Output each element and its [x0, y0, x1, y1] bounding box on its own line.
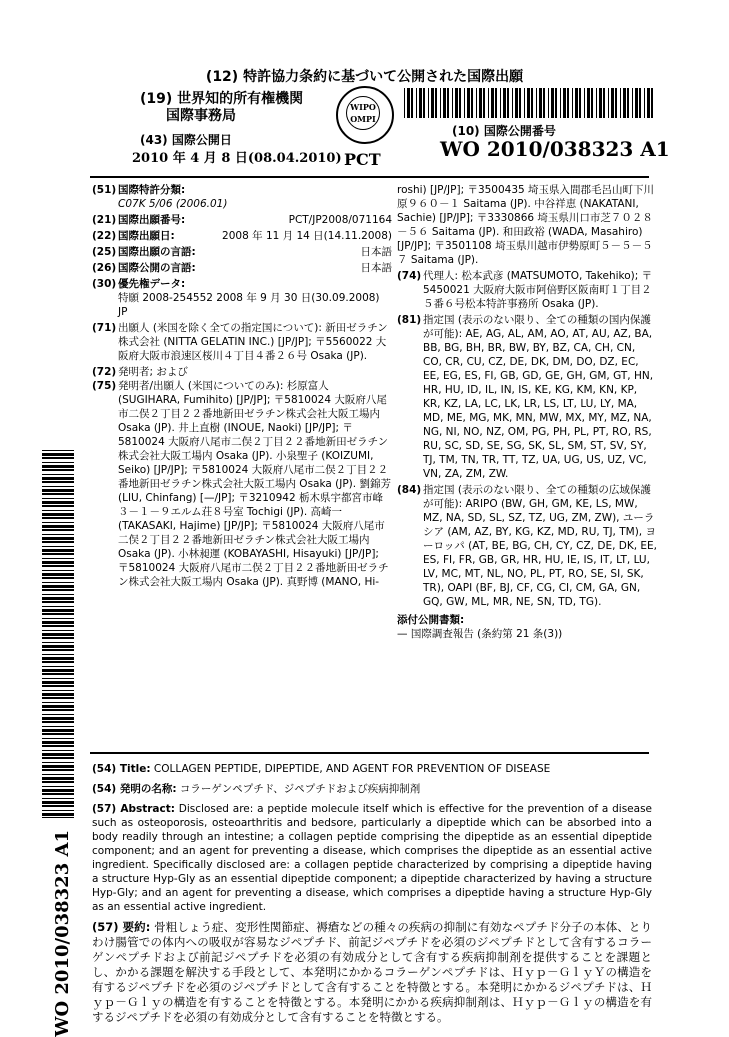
field-51-value: C07K 5/06 (2006.01)	[118, 198, 228, 210]
field-25-value: 日本語	[360, 246, 392, 258]
abstract-divider	[90, 752, 649, 754]
field-21: (21) 国際出願番号: PCT/JP2008/071164	[92, 214, 392, 226]
field-22: (22) 国際出願日: 2008 年 11 月 14 日(14.11.2008)	[92, 230, 392, 242]
inventors-continued: roshi) [JP/JP]; 〒3500435 埼玉県入間郡毛呂山町下川原９６０－１ Saitama (JP). 中谷祥恵 (NAKATANI, Sachie) [JP/JP]; 〒3330866 埼玉県川口市芝７０２８－５６ Saitama (JP). 和田政裕 (WADA, Masahiro) [JP/JP]; 〒3501108 埼玉県川越市伊勢原町５－５－５７ Saitama (JP).	[397, 184, 655, 266]
field-74: (74) 代理人: 松本武彦 (MATSUMOTO, Takehiko); 〒5450021 大阪府大阪市阿倍野区阪南町１丁目２５番６号松本特許事務所 Osaka (JP).	[397, 269, 657, 311]
pct-label: PCT	[344, 150, 381, 169]
bibliographic-left-column	[92, 183, 392, 591]
field-75: (75) 発明者/出願人 (米国についてのみ): 杉原富人 (SUGIHARA, Fumihito) [JP/JP]; 〒5810024 大阪府八尾市二俣２丁目２２番地新田ゼラチン株式会社大阪工場内 Osaka (JP). 井上直樹 (INOUE, Naoki) [JP/JP]; 〒5810024 大阪府八尾市二俣２丁目２２番地新田ゼラチン株式会社大阪工場内 Osaka (JP). 小泉聖子 (KOIZUMI, Seiko) [JP/JP]; 〒5810024 大阪府八尾市二俣２丁目２２番地新田ゼラチン株式会社大阪工場内 Osaka (JP). 劉錦芳 (LIU, Chinfang) [—/JP]; 〒3210942 栃木県宇都宮市峰３－１－９エルム荘８号室 Tochigi (JP). 高崎一 (TAKASAKI, Hajime) [JP/JP]; 〒5810024 大阪府八尾市二俣２丁目２２番地新田ゼラチン株式会社大阪工場内 Osaka (JP). 小林昶運 (KOBAYASHI, Hisayuki) [JP/JP]; 〒5810024 大阪府八尾市二俣２丁目２２番地新田ゼラチン株式会社大阪工場内 Osaka (JP). 真野博 (MANO, Hi-	[92, 380, 391, 588]
abstract-jp: (57) 要約: 骨粗しょう症、変形性関節症、褥瘡などの種々の疾病の抑制に有効なペプチド分子の本体、とりわけ腸管での体内への吸収が容易なジペプチド、前記ジペプチドを必須のジペプチドとして含有するコラーゲンペプチドおよび前記ジペプチドを必須の有効成分として含有する疾病抑制剤を提供することを課題とし、かかる課題を解決する手段として、本発明にかかるコラーゲンペプチドは、Ｈｙｐ－ＧｌｙＹの構造を有するジペプチドを必須のジペプチドとして含有することを特徴とする。本発明にかかるジペプチドは、Ｈｙｐ－Ｇｌｙの構造を有することを特徴とする。本発明にかかる疾病抑制剤は、Ｈｙｐ－Ｇｌｙの構造を有するジペプチドを必須の有効成分として含有することを特徴とする。	[92, 920, 653, 1024]
applicant-text: 出願人 (米国を除く全ての指定国について): 新田ゼラチン株式会社 (NITTA GELATIN INC.) [JP/JP]; 〒5560022 大阪府大阪市浪速区桜川４丁目４番２６号 Osaka (JP).	[118, 322, 388, 362]
field-51: (51) 国際特許分類: C07K 5/06 (2006.01)	[92, 184, 228, 210]
field-26: (26) 国際公開の言語: 日本語	[92, 262, 392, 274]
field-30: (30) 優先権データ: 特願 2008-254552 2008 年 9 月 30 日(30.09.2008) JP	[92, 278, 380, 318]
title-en: (54) Title: COLLAGEN PEPTIDE, DIPEPTIDE, AND AGENT FOR PREVENTION OF DISEASE	[92, 763, 551, 775]
field-26-value: 日本語	[360, 262, 392, 274]
org-bureau: 国際事務局	[166, 108, 236, 124]
header-divider	[90, 176, 649, 178]
seal-bottom-text: OMPI	[350, 114, 376, 124]
seal-top-text: WIPO	[350, 102, 376, 112]
document-type-title: (12) 特許協力条約に基づいて公開された国際出願	[205, 69, 524, 85]
title-jp: (54) 発明の名称: コラーゲンペプチド、ジペプチドおよび疾病抑制剤	[92, 783, 421, 795]
field-72: (72) 発明者; および	[92, 366, 188, 378]
org-name: (19) 世界知的所有権機関	[140, 91, 304, 107]
abstract-section	[92, 762, 652, 1031]
field-21-value: PCT/JP2008/071164	[288, 214, 392, 226]
pubdate: 2010 年 4 月 8 日(08.04.2010)	[132, 151, 342, 166]
side-barcode-icon	[42, 450, 74, 818]
bibliographic-right-column	[397, 183, 657, 641]
attached-documents-item: — 国際調査報告 (条約第 21 条(3))	[397, 628, 563, 640]
designated-states-regional: 指定国 (表示のない限り、全ての種類の広域保護が可能): ARIPO (BW, GH, GM, KE, LS, MW, MZ, NA, SD, SL, SZ, TZ, UG, ZM, ZW), ユーラシア (AM, AZ, BY, KG, KZ, MD, RU, TJ, TM), ヨーロッパ (AT, BE, BG, CH, CY, CZ, DE, DK, EE, ES, FI, FR, GB, GR, HR, HU, IE, IS, IT, LT, LU, LV, MC, MT, NL, NO, PL, PT, RO, SE, SI, SK, TR), OAPI (BF, BJ, CF, CG, CI, CM, GA, GN, GQ, GW, ML, MR, NE, SN, TD, TG).	[423, 484, 658, 608]
field-81: (81) 指定国 (表示のない限り、全ての種類の国内保護が可能): AE, AG, AL, AM, AO, AT, AU, AZ, BA, BB, BG, BH, BR, BW, BY, BZ, CA, CH, CN, CO, CR, CU, CZ, DE, DK, DM, DO, DZ, EC, EE, EG, ES, FI, GB, GD, GE, GH, GM, GT, HN, HR, HU, ID, IL, IN, IS, KE, KG, KM, KN, KP, KR, KZ, LA, LC, LK, LR, LS, LT, LU, LY, MA, MD, ME, MG, MK, MN, MW, MX, MY, MZ, NA, NG, NI, NO, NZ, OM, PG, PH, PL, PT, RO, RS, RU, SC, SD, SE, SG, SK, SL, SM, ST, SV, SY, TJ, TM, TN, TR, TT, TZ, UA, UG, US, UZ, VC, VN, ZA, ZM, ZW.	[397, 313, 657, 481]
field-30-value: 特願 2008-254552 2008 年 9 月 30 日(30.09.2008) JP	[118, 292, 380, 318]
top-barcode-icon	[404, 88, 656, 118]
pubdate-label: (43) 国際公開日	[140, 133, 232, 147]
agent-text: 代理人: 松本武彦 (MATSUMOTO, Takehiko); 〒5450021 大阪府大阪市阿倍野区阪南町１丁目２５番６号松本特許事務所 Osaka (JP).	[423, 270, 653, 310]
side-publication-number: WO 2010/038323 A1	[52, 830, 73, 1037]
attached-documents-label: 添付公開書類:	[397, 614, 465, 626]
field-84: (84) 指定国 (表示のない限り、全ての種類の広域保護が可能): ARIPO (BW, GH, GM, KE, LS, MW, MZ, NA, SD, SL, SZ, TZ, UG, ZM, ZW), ユーラシア (AM, AZ, BY, KG, KZ, MD, RU, TJ, TM), ヨーロッパ (AT, BE, BG, CH, CY, CZ, DE, DK, EE, ES, FI, FR, GB, GR, HR, HU, IE, IS, IT, LT, LU, LV, MC, MT, NL, NO, PL, PT, RO, SE, SI, SK, TR), OAPI (BF, BJ, CF, CG, CI, CM, GA, GN, GQ, GW, ML, MR, NE, SN, TD, TG).	[397, 484, 658, 608]
field-71: (71) 出願人 (米国を除く全ての指定国について): 新田ゼラチン株式会社 (NITTA GELATIN INC.) [JP/JP]; 〒5560022 大阪府大阪市浪速区桜川４丁目４番２６号 Osaka (JP).	[92, 321, 392, 363]
issuing-organization	[140, 91, 303, 125]
field-25: (25) 国際出願の言語: 日本語	[92, 246, 392, 258]
field-51-label: 国際特許分類:	[118, 184, 186, 196]
abstract-en: (57) Abstract: Disclosed are: a peptide molecule itself which is effective for the prevention of a disease such as osteoporosis, osteoarthritis and bedsore, particularly a dipeptide which can be absorbed into a body readily through an intestine; a collagen peptide comprising the dipeptide as an essential dipeptide component; and an agent for preventing a disease, which comprises the dipeptide as an essential active ingredient. Specifically disclosed are: a collagen peptide characterized by comprising a dipeptide having a structure Hyp-Gly as an essential dipeptide component; a dipeptide characterized by having a structure Hyp-Gly; and an agent for preventing a disease, which comprises a dipeptide having a structure Hyp-Gly as an essential active ingredient.	[92, 803, 653, 913]
publication-number: WO 2010/038323 A1	[440, 137, 670, 161]
wipo-seal-icon	[336, 86, 394, 144]
pubno-label: (10) 国際公開番号	[452, 124, 556, 138]
designated-states-national: 指定国 (表示のない限り、全ての種類の国内保護が可能): AE, AG, AL, AM, AO, AT, AU, AZ, BA, BB, BG, BH, BR, BW, BY, BZ, CA, CH, CN, CO, CR, CU, CZ, DE, DK, DM, DO, DZ, EC, EE, EG, ES, FI, GB, GD, GE, GH, GM, GT, HN, HR, HU, ID, IL, IN, IS, KE, KG, KM, KN, KP, KR, KZ, LA, LC, LK, LR, LS, LT, LU, LY, MA, MD, ME, MG, MK, MN, MW, MX, MY, MZ, NA, NG, NI, NO, NZ, OM, PG, PH, PL, PT, RO, RS, RU, SC, SD, SE, SG, SK, SL, SM, ST, SV, SY, TJ, TM, TN, TR, TT, TZ, UA, UG, US, UZ, VC, VN, ZA, ZM, ZW.	[423, 314, 654, 480]
inventors-text: 発明者/出願人 (米国についてのみ): 杉原富人 (SUGIHARA, Fumihito) [JP/JP]; 〒5810024 大阪府八尾市二俣２丁目２２番地新田ゼラチン株式会社大阪工場内 Osaka (JP). 井上直樹 (INOUE, Naoki) [JP/JP]; 〒5810024 大阪府八尾市二俣２丁目２２番地新田ゼラチン株式会社大阪工場内 Osaka (JP). 小泉聖子 (KOIZUMI, Seiko) [JP/JP]; 〒5810024 大阪府八尾市二俣２丁目２２番地新田ゼラチン株式会社大阪工場内 Osaka (JP). 劉錦芳 (LIU, Chinfang) [—/JP]; 〒3210942 栃木県宇都宮市峰３－１－９エルム荘８号室 Tochigi (JP). 高崎一 (TAKASAKI, Hajime) [JP/JP]; 〒5810024 大阪府八尾市二俣２丁目２２番地新田ゼラチン株式会社大阪工場内 Osaka (JP). 小林昶運 (KOBAYASHI, Hisayuki) [JP/JP]; 〒5810024 大阪府八尾市二俣２丁目２２番地新田ゼラチン株式会社大阪工場内 Osaka (JP). 真野博 (MANO, Hi-	[118, 380, 391, 588]
field-22-value: 2008 年 11 月 14 日(14.11.2008)	[222, 230, 392, 242]
